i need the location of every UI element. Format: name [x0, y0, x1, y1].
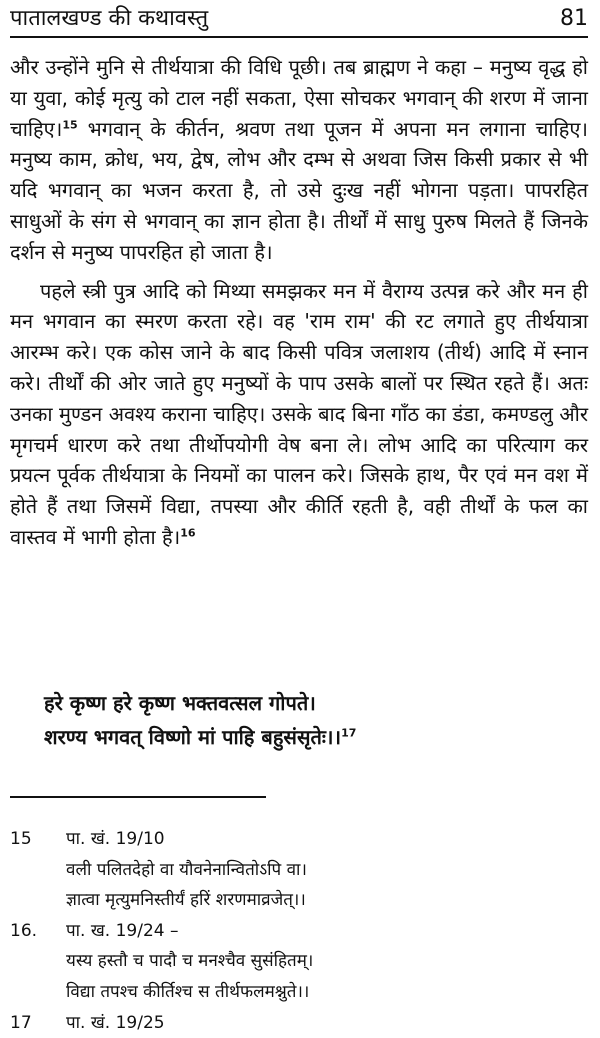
- footnote-separator: [10, 796, 266, 798]
- footnote-ref-15: 15: [62, 117, 78, 131]
- header-rule: [10, 36, 588, 38]
- footnote-ref-16: 16: [180, 526, 196, 540]
- footnote-15: [10, 824, 588, 916]
- body-text: [10, 52, 588, 553]
- footnotes: [10, 824, 588, 1038]
- footnote-ref-17: 17: [341, 726, 357, 740]
- footnote-17: [10, 1008, 588, 1038]
- verse-line-2: शरण्य भगवत् विष्णो मां पाहि बहुसंसृतेः।।$^{17}$: [44, 725, 357, 749]
- verse-line-1: हरे कृष्ण हरे कृष्ण भक्तवत्सल गोपते।: [44, 691, 316, 715]
- footnote-verse-line: यस्य हस्तौ च पादौ च मनश्चैव सुसंहितम्।: [66, 951, 314, 972]
- footnote-verse-line: वली पलितदेहो वा यौवनेनान्वितोऽपि वा।: [66, 859, 307, 880]
- sanskrit-verse: [44, 686, 588, 754]
- footnote-number: 15: [10, 829, 32, 849]
- footnote-source: पा. खं. 19/10: [66, 829, 165, 849]
- page-header: [10, 2, 588, 32]
- page-number: 81: [560, 6, 588, 31]
- footnote-verse-line: ज्ञात्वा मृत्युमनिस्तीर्यं हरिं शरणमाव्रजेत्।।: [66, 890, 306, 911]
- footnote-verse-line: विद्या तपश्च कीर्तिश्च स तीर्थफलमश्नुते।।: [66, 981, 310, 1002]
- chapter-title: पातालखण्ड की कथावस्तु: [10, 6, 209, 31]
- footnote-number: 16.: [10, 920, 38, 941]
- paragraph-2: पहले स्त्री पुत्र आदि को मिथ्या समझकर मन में वैराग्य उत्पन्न करे और मन ही मन भगवान का स्मरण करता रहे। वह 'राम राम' की रट लगाते हुए तीर्थयात्रा आरम्भ करे। एक कोस जाने के बाद किसी पवित्र जलाशय (तीर्थ) आदि में स्नान करे। तीर्थों की ओर जाते हुए मनुष्यों के पाप उसके बालों पर स्थित रहते हैं। अतः उनका मुण्डन अवश्य कराना चाहिए। उसके बाद बिना गाँठ का डंडा, कमण्डलु और मृगचर्म धारण करे तथा तीर्थोपयोगी वेष बना ले। लोभ आदि का परित्याग कर प्रयत्न पूर्वक तीर्थयात्रा के नियमों का पालन करे। जिसके हाथ, पैर एवं मन वश में होते हैं तथा जिसमें विद्या, तपस्या और कीर्ति रहती है, वही तीर्थों के फल का वास्तव में भागी होता है।$^{16}$: [10, 278, 588, 549]
- paragraph-1: और उन्होंने मुनि से तीर्थयात्रा की विधि पूछी। तब ब्राह्मण ने कहा – मनुष्य वृद्ध हो या युवा, कोई मृत्यु को टाल नहीं सकता, ऐसा सोचकर भगवान् की शरण में जाना चाहिए।$^{15}$ भगवान् के कीर्तन, श्रवण तथा पूजन में अपना मन लगाना चाहिए। मनुष्य काम, क्रोध, भय, द्वेष, लोभ और दम्भ से अथवा जिस किसी प्रकार से भी यदि भगवान् का भजन करता है, तो उसे दुःख नहीं भोगना पड़ता। पापरहित साधुओं के संग से भगवान् का ज्ञान होता है। तीर्थों में साधु पुरुष मिलते हैं जिनके दर्शन से मनुष्य पापरहित हो जाता है।: [10, 55, 588, 264]
- footnote-source: पा. ख. 19/24 –: [66, 920, 179, 941]
- footnote-16: [10, 916, 588, 1008]
- footnote-number: 17: [10, 1012, 32, 1033]
- footnote-source: पा. खं. 19/25: [66, 1012, 165, 1033]
